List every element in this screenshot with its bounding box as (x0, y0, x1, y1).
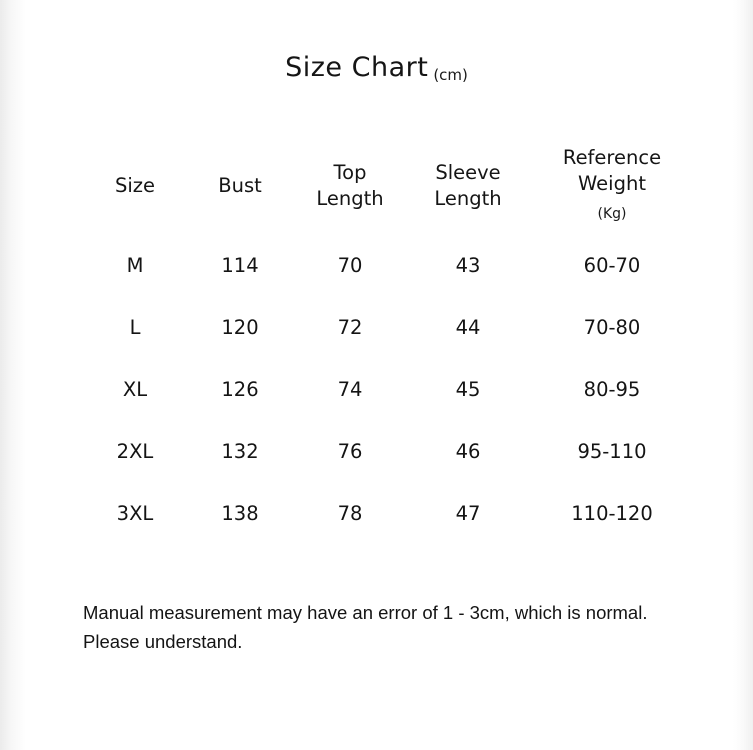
table-body (84, 234, 694, 544)
cell-sleeve-length: 43 (455, 253, 481, 277)
cell-reference-weight: 70-80 (583, 315, 641, 339)
column-header-reference-weight (530, 138, 694, 234)
column-header-size (84, 138, 186, 234)
cell-size: M (126, 253, 144, 277)
cell-reference-weight: 110-120 (571, 501, 653, 525)
table-row (84, 420, 694, 482)
column-header-size-line1: Size (114, 174, 156, 197)
cell-reference-weight: 80-95 (583, 377, 641, 401)
page-title-unit: (cm) (433, 66, 468, 84)
table-header-row (84, 138, 694, 234)
measurement-note: Manual measurement may have an error of 1 - 3cm, which is normal. Please understand. (83, 602, 648, 652)
column-header-top-length-line2: Length (316, 187, 384, 210)
cell-top-length: 74 (337, 377, 363, 401)
page-title (0, 52, 753, 83)
column-header-bust (186, 138, 294, 234)
cell-sleeve-length: 46 (455, 439, 481, 463)
cell-top-length: 76 (337, 439, 363, 463)
column-header-reference-weight-unit: (Kg) (597, 206, 627, 222)
column-header-reference-weight-line1: Reference (562, 146, 662, 169)
cell-size: 3XL (116, 501, 154, 525)
cell-sleeve-length: 45 (455, 377, 481, 401)
cell-reference-weight: 95-110 (577, 439, 647, 463)
cell-top-length: 78 (337, 501, 363, 525)
table-row (84, 482, 694, 544)
table-row (84, 234, 694, 296)
cell-sleeve-length: 47 (455, 501, 481, 525)
cell-bust: 120 (221, 315, 259, 339)
cell-bust: 132 (221, 439, 259, 463)
column-header-sleeve-length-line1: Sleeve (435, 161, 501, 184)
column-header-sleeve-length-line2: Length (434, 187, 502, 210)
cell-sleeve-length: 44 (455, 315, 481, 339)
cell-top-length: 72 (337, 315, 363, 339)
column-header-top-length (294, 138, 406, 234)
cell-bust: 138 (221, 501, 259, 525)
cell-reference-weight: 60-70 (583, 253, 641, 277)
cell-bust: 114 (221, 253, 259, 277)
table-row (84, 358, 694, 420)
column-header-top-length-line1: Top (333, 161, 367, 184)
cell-size: XL (122, 377, 148, 401)
cell-size: 2XL (116, 439, 154, 463)
column-header-sleeve-length (406, 138, 530, 234)
table-row (84, 296, 694, 358)
column-header-reference-weight-line2: Weight (578, 172, 646, 195)
page-title-text: Size Chart (285, 52, 429, 83)
table-header (84, 138, 694, 234)
cell-size: L (129, 315, 141, 339)
size-chart-table (84, 138, 694, 544)
cell-top-length: 70 (337, 253, 363, 277)
cell-bust: 126 (221, 377, 259, 401)
column-header-bust-line1: Bust (218, 174, 262, 197)
